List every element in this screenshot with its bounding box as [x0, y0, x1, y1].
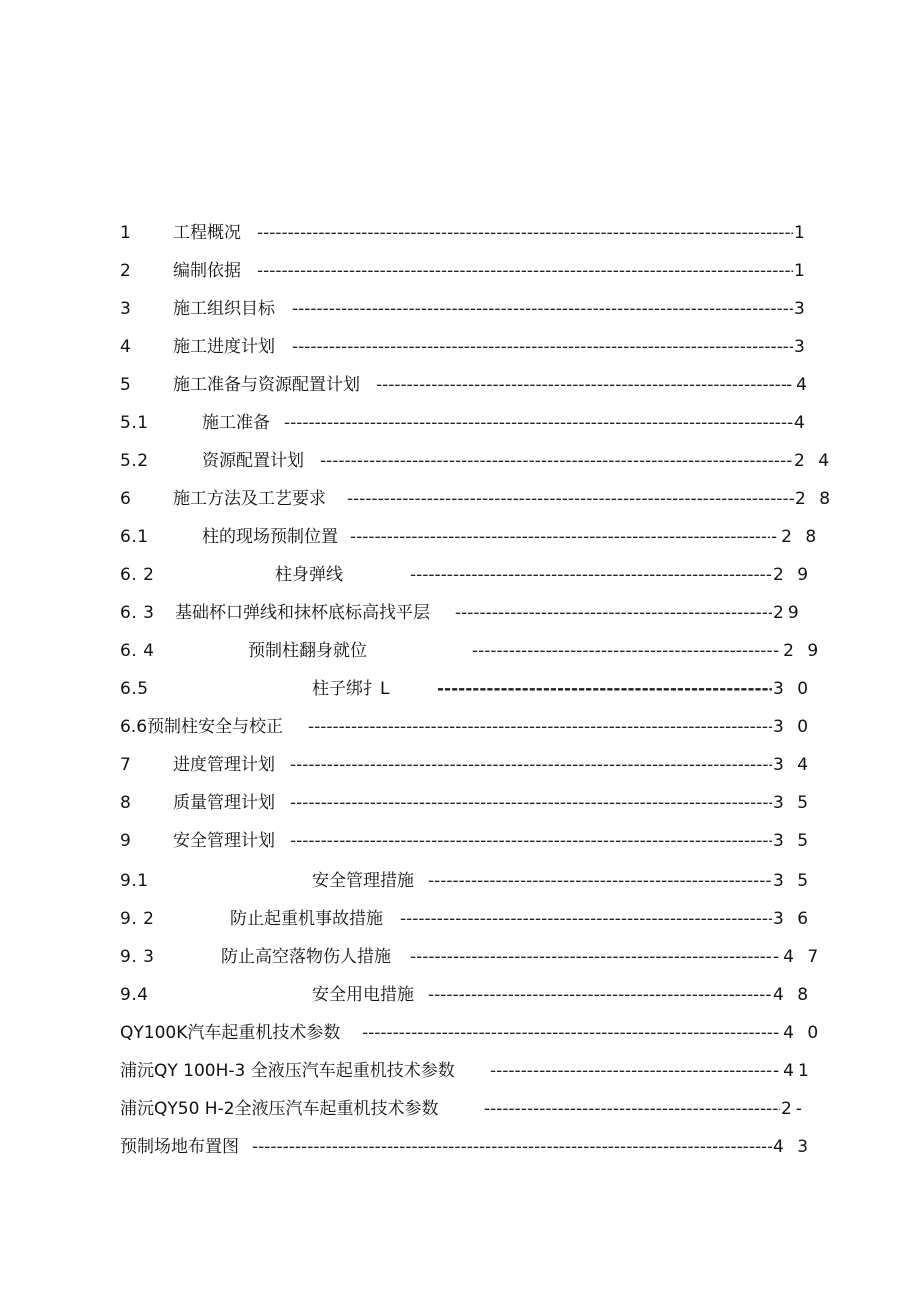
- toc-page-number: 1: [794, 223, 809, 243]
- toc-page-number: 3 5: [773, 871, 813, 891]
- toc-title: 防止高空落物伤人措施: [221, 947, 391, 967]
- toc-title: 6.6预制柱安全与校正: [120, 717, 284, 737]
- toc-number: 1: [120, 223, 132, 243]
- toc-leader: [290, 788, 772, 818]
- toc-number: 6. 4: [120, 641, 155, 661]
- toc-title: QY100K汽车起重机技术参数: [120, 1023, 341, 1043]
- toc-page-number: -4 0: [773, 1023, 823, 1043]
- toc-page-number: 3 5: [773, 831, 813, 851]
- toc-entry[interactable]: [0, 370, 920, 400]
- toc-title: 编制依据: [173, 261, 241, 281]
- toc-entry[interactable]: [0, 866, 920, 896]
- toc-number: 6. 3: [120, 603, 155, 623]
- toc-leader: [350, 522, 770, 552]
- toc-title: 柱的现场预制位置: [202, 527, 338, 547]
- toc-title: 柱身弹线: [275, 565, 343, 585]
- toc-page-number: 3 0: [773, 717, 813, 737]
- toc-number: 9. 3: [120, 947, 155, 967]
- toc-number: 5.2: [120, 451, 149, 471]
- toc-title: 预制场地布置图: [120, 1137, 239, 1157]
- toc-entry[interactable]: [0, 1094, 920, 1124]
- toc-page-number: -2 8: [771, 527, 821, 547]
- toc-page-number: 2 8: [795, 489, 835, 509]
- toc-number: 6: [120, 489, 132, 509]
- toc-leader: [410, 942, 772, 972]
- toc-entry[interactable]: [0, 636, 920, 666]
- toc-entry[interactable]: [0, 446, 920, 476]
- toc-leader: [257, 256, 793, 286]
- toc-page-number: 4 8: [773, 985, 813, 1005]
- toc-title: 预制柱翻身就位: [248, 641, 367, 661]
- toc-page-number: 3 6: [773, 909, 813, 929]
- toc-page-number: -4: [786, 375, 811, 395]
- toc-page-number: 29: [773, 603, 803, 623]
- toc-title: 施工准备与资源配置计划: [173, 375, 360, 395]
- toc-page-number: 2-: [781, 1099, 806, 1119]
- toc-number: 9: [120, 831, 132, 851]
- toc-leader: [437, 674, 772, 704]
- toc-leader: [252, 1132, 772, 1162]
- toc-title: 工程概况: [173, 223, 241, 243]
- toc-entry[interactable]: [0, 218, 920, 248]
- toc-title: 安全管理计划: [173, 831, 275, 851]
- toc-entry[interactable]: [0, 712, 920, 742]
- toc-page-number: 3: [794, 337, 809, 357]
- toc-leader: [292, 294, 793, 324]
- toc-leader: [428, 980, 772, 1010]
- toc-title: 防止起重机事故措施: [230, 909, 383, 929]
- toc-entry[interactable]: [0, 904, 920, 934]
- toc-page-number: 2 9: [773, 565, 813, 585]
- toc-page-number: -41: [773, 1061, 813, 1081]
- toc-page-number: -2 9: [773, 641, 823, 661]
- toc-entry[interactable]: [0, 484, 920, 514]
- toc-entry[interactable]: [0, 942, 920, 972]
- toc-number: 6.5: [120, 679, 149, 699]
- toc-title: 浦沅QY 100H-3 全液压汽车起重机技术参数: [120, 1061, 455, 1081]
- toc-entry[interactable]: [0, 826, 920, 856]
- toc-title: 进度管理计划: [173, 755, 275, 775]
- toc-number: 7: [120, 755, 132, 775]
- toc-page-number: 3 4: [773, 755, 813, 775]
- toc-number: 2: [120, 261, 132, 281]
- toc-number: 3: [120, 299, 132, 319]
- toc-number: 5: [120, 375, 132, 395]
- toc-entry[interactable]: [0, 788, 920, 818]
- toc-leader: [284, 408, 793, 438]
- toc-page-number: 3 0: [773, 679, 813, 699]
- toc-page-number: 2 4: [794, 451, 834, 471]
- toc-entry[interactable]: [0, 598, 920, 628]
- toc-leader: [376, 370, 786, 400]
- toc-number: 6.1: [120, 527, 149, 547]
- toc-number: 5.1: [120, 413, 149, 433]
- toc-page-number: -4 7: [773, 947, 823, 967]
- toc-page-number: 4 3: [773, 1137, 813, 1157]
- toc-leader: [410, 560, 772, 590]
- toc-title: 基础杯口弹线和抹杯底标高找平层: [175, 603, 430, 623]
- toc-entry[interactable]: [0, 560, 920, 590]
- toc-number: 9. 2: [120, 909, 155, 929]
- toc-leader: [292, 332, 793, 362]
- toc-leader: [490, 1056, 772, 1086]
- toc-entry[interactable]: [0, 332, 920, 362]
- toc-title: 安全用电措施: [312, 985, 414, 1005]
- toc-title: 柱子绑扌L: [312, 679, 390, 699]
- toc-entry[interactable]: [0, 256, 920, 286]
- toc-leader: [484, 1094, 780, 1124]
- toc-title: 质量管理计划: [173, 793, 275, 813]
- toc-page-number: 1: [794, 261, 809, 281]
- toc-entry[interactable]: [0, 1132, 920, 1162]
- toc-leader: [362, 1018, 772, 1048]
- toc-number: 9.4: [120, 985, 149, 1005]
- toc-leader: [290, 750, 772, 780]
- toc-entry[interactable]: [0, 522, 920, 552]
- toc-leader: [347, 484, 794, 514]
- toc-leader: [400, 904, 772, 934]
- toc-title: 资源配置计划: [202, 451, 304, 471]
- toc-leader: [428, 866, 772, 896]
- toc-number: 8: [120, 793, 132, 813]
- toc-leader: [308, 712, 772, 742]
- toc-title: 浦沅QY50 H-2全液压汽车起重机技术参数: [120, 1099, 439, 1119]
- toc-page-number: 3 5: [773, 793, 813, 813]
- toc-entry[interactable]: [0, 674, 920, 704]
- toc-entry[interactable]: [0, 1018, 920, 1048]
- toc-leader: [472, 636, 772, 666]
- toc-title: 施工组织目标: [173, 299, 275, 319]
- toc-title: 施工准备: [202, 413, 270, 433]
- toc-leader: [455, 598, 772, 628]
- toc-title: 施工方法及工艺要求: [173, 489, 326, 509]
- toc-title: 施工进度计划: [173, 337, 275, 357]
- toc-number: 9.1: [120, 871, 149, 891]
- toc-leader: [257, 218, 793, 248]
- toc-entry[interactable]: [0, 980, 920, 1010]
- toc-entry[interactable]: [0, 750, 920, 780]
- toc-leader: [290, 826, 772, 856]
- toc-number: 4: [120, 337, 132, 357]
- toc-entry[interactable]: [0, 1056, 920, 1086]
- toc-leader: [320, 446, 793, 476]
- toc-title: 安全管理措施: [312, 871, 414, 891]
- toc-entry[interactable]: [0, 294, 920, 324]
- toc-page-number: 4: [794, 413, 809, 433]
- toc-number: 6. 2: [120, 565, 155, 585]
- toc-page-number: 3: [794, 299, 809, 319]
- toc-entry[interactable]: [0, 408, 920, 438]
